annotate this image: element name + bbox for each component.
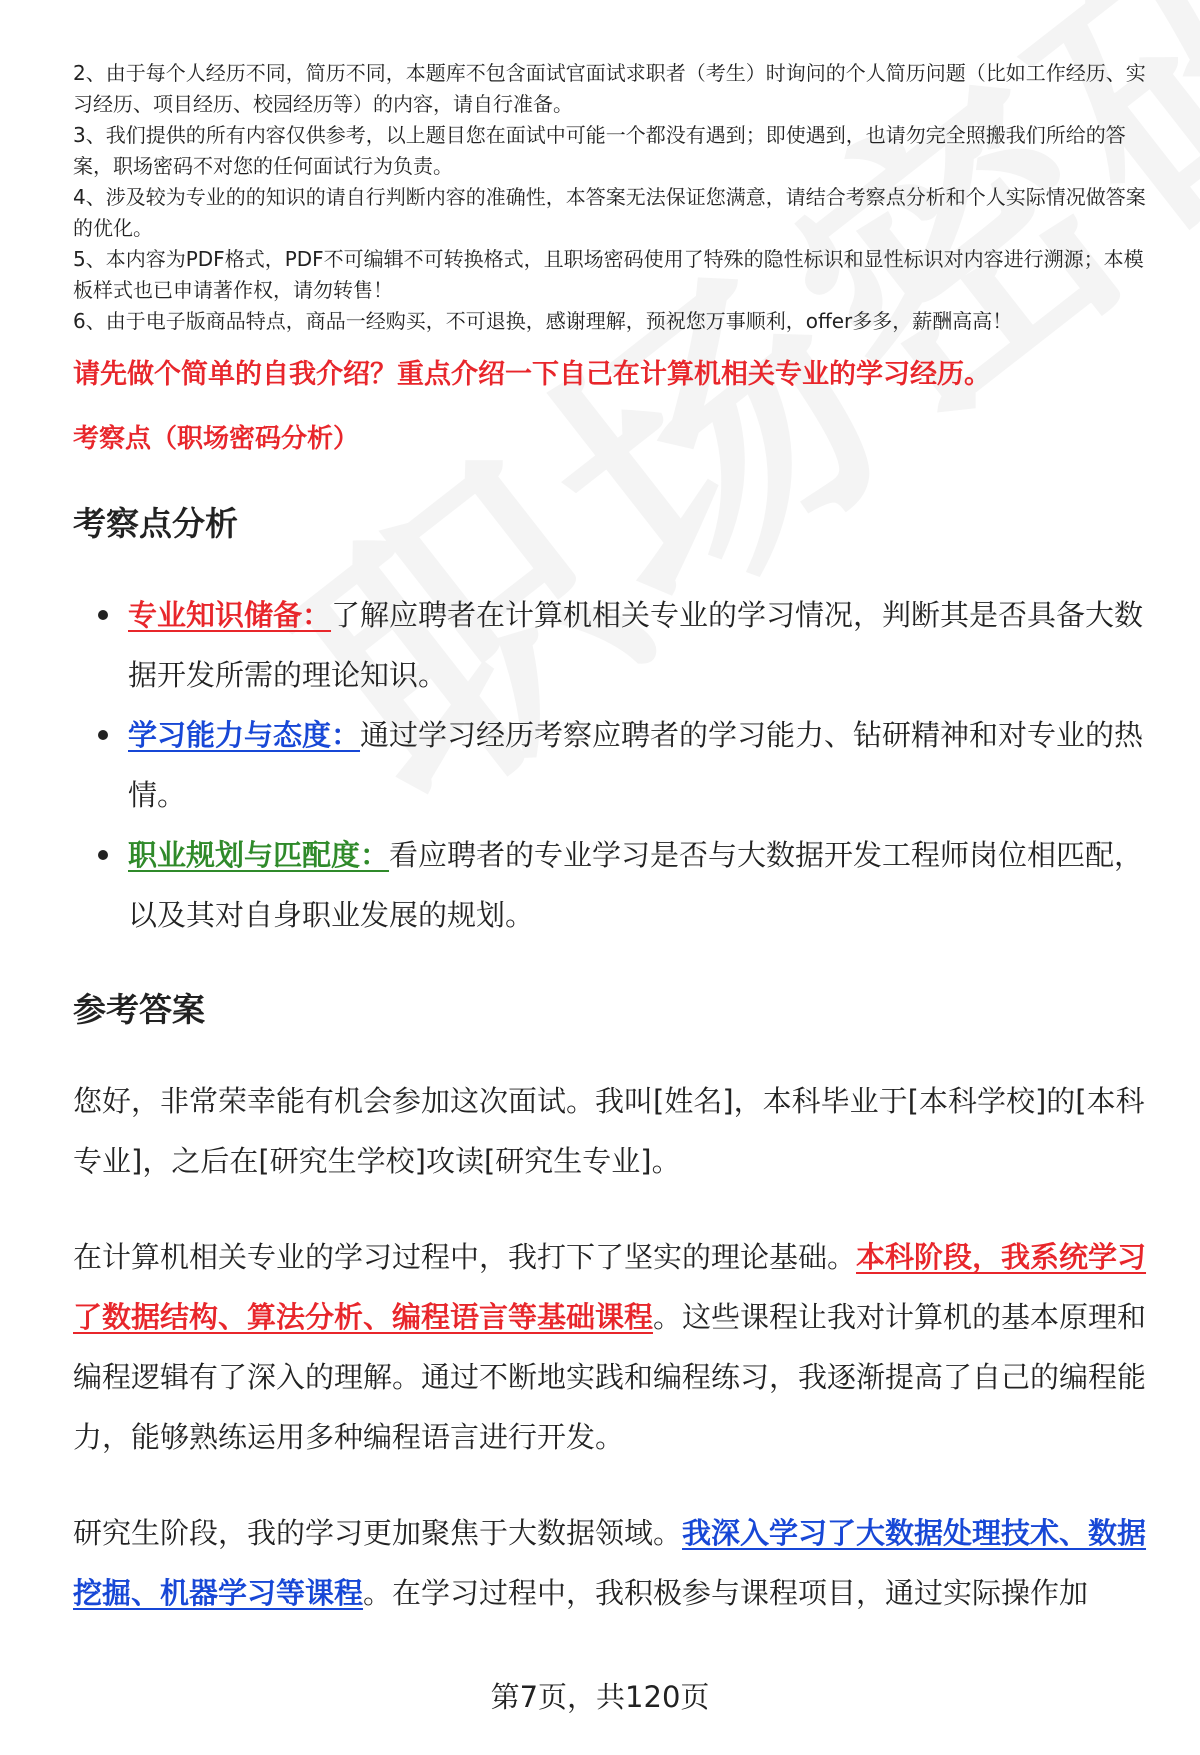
analysis-label: 职业规划与匹配度： (128, 838, 390, 872)
analysis-heading: 考察点分析 (73, 504, 238, 543)
notice-item: 3、我们提供的所有内容仅供参考，以上题目您在面试中可能一个都没有遇到；即使遇到，也请勿完全照搬我们所给的答案，职场密码不对您的任何面试行为负责。 (73, 123, 1126, 178)
analysis-label: 学习能力与态度： (128, 718, 361, 752)
notice-item: 6、由于电子版商品特点，商品一经购买，不可退换，感谢理解，预祝您万事顺利，offer多多，薪酬高高！ (73, 309, 1013, 333)
answer-text: 。这些课程让我对计算机的基本原理和编程逻辑有了深入的理解。通过不断地实践和编程练习，我逐渐提高了自己的编程能力，能够熟练运用多种编程语言进行开发。 (73, 1300, 1147, 1454)
answer-highlight: 我深入学习了大数据处理技术、数据挖掘、机器学习等课程 (73, 1516, 1147, 1610)
analysis-label: 专业知识储备： (128, 598, 332, 632)
analysis-item (128, 825, 1158, 945)
interview-question: 请先做个简单的自我介绍？重点介绍一下自己在计算机相关专业的学习经历。 (73, 359, 991, 390)
answer-paragraph (73, 1503, 1158, 1623)
analysis-item (128, 705, 1158, 825)
page-number: 第7页，共120页 (490, 1680, 710, 1714)
notice-item: 4、涉及较为专业的的知识的请自行判断内容的准确性，本答案无法保证您满意，请结合考察点分析和个人实际情况做答案的优化。 (73, 185, 1146, 240)
answer-text: 研究生阶段，我的学习更加聚焦于大数据领域。 (73, 1516, 683, 1550)
question-subtitle: 考察点（职场密码分析） (73, 424, 360, 454)
notice-item: 5、本内容为PDF格式，PDF不可编辑不可转换格式，且职场密码使用了特殊的隐性标识和显性标识对内容进行溯源；本模板样式也已申请著作权，请勿转售！ (73, 247, 1144, 302)
answer-text: 。在学习过程中，我积极参与课程项目，通过实际操作加 (363, 1576, 1089, 1610)
answer-highlight: 本科阶段，我系统学习了数据结构、算法分析、编程语言等基础课程 (73, 1240, 1147, 1334)
analysis-item (128, 585, 1158, 705)
analysis-text: 通过学习经历考察应聘者的学习能力、钻研精神和对专业的热情。 (128, 718, 1144, 812)
analysis-list (73, 585, 1158, 945)
answer-paragraph (73, 1227, 1158, 1467)
document-page (73, 58, 1158, 1623)
answer-paragraph: 您好，非常荣幸能有机会参加这次面试。我叫[姓名]，本科毕业于[本科学校]的[本科专业]，之后在[研究生学校]攻读[研究生专业]。 (73, 1084, 1145, 1178)
answer-heading: 参考答案 (73, 990, 205, 1029)
notice-item: 2、由于每个人经历不同，简历不同，本题库不包含面试官面试求职者（考生）时询问的个人简历问题（比如工作经历、实习经历、项目经历、校园经历等）的内容，请自行准备。 (73, 61, 1146, 116)
analysis-text: 了解应聘者在计算机相关专业的学习情况，判断其是否具备大数据开发所需的理论知识。 (128, 598, 1144, 692)
analysis-text: 看应聘者的专业学习是否与大数据开发工程师岗位相匹配，以及其对自身职业发展的规划。 (128, 838, 1144, 932)
notice-list (73, 58, 1158, 337)
answer-text: 在计算机相关专业的学习过程中，我打下了坚实的理论基础。 (73, 1240, 857, 1274)
